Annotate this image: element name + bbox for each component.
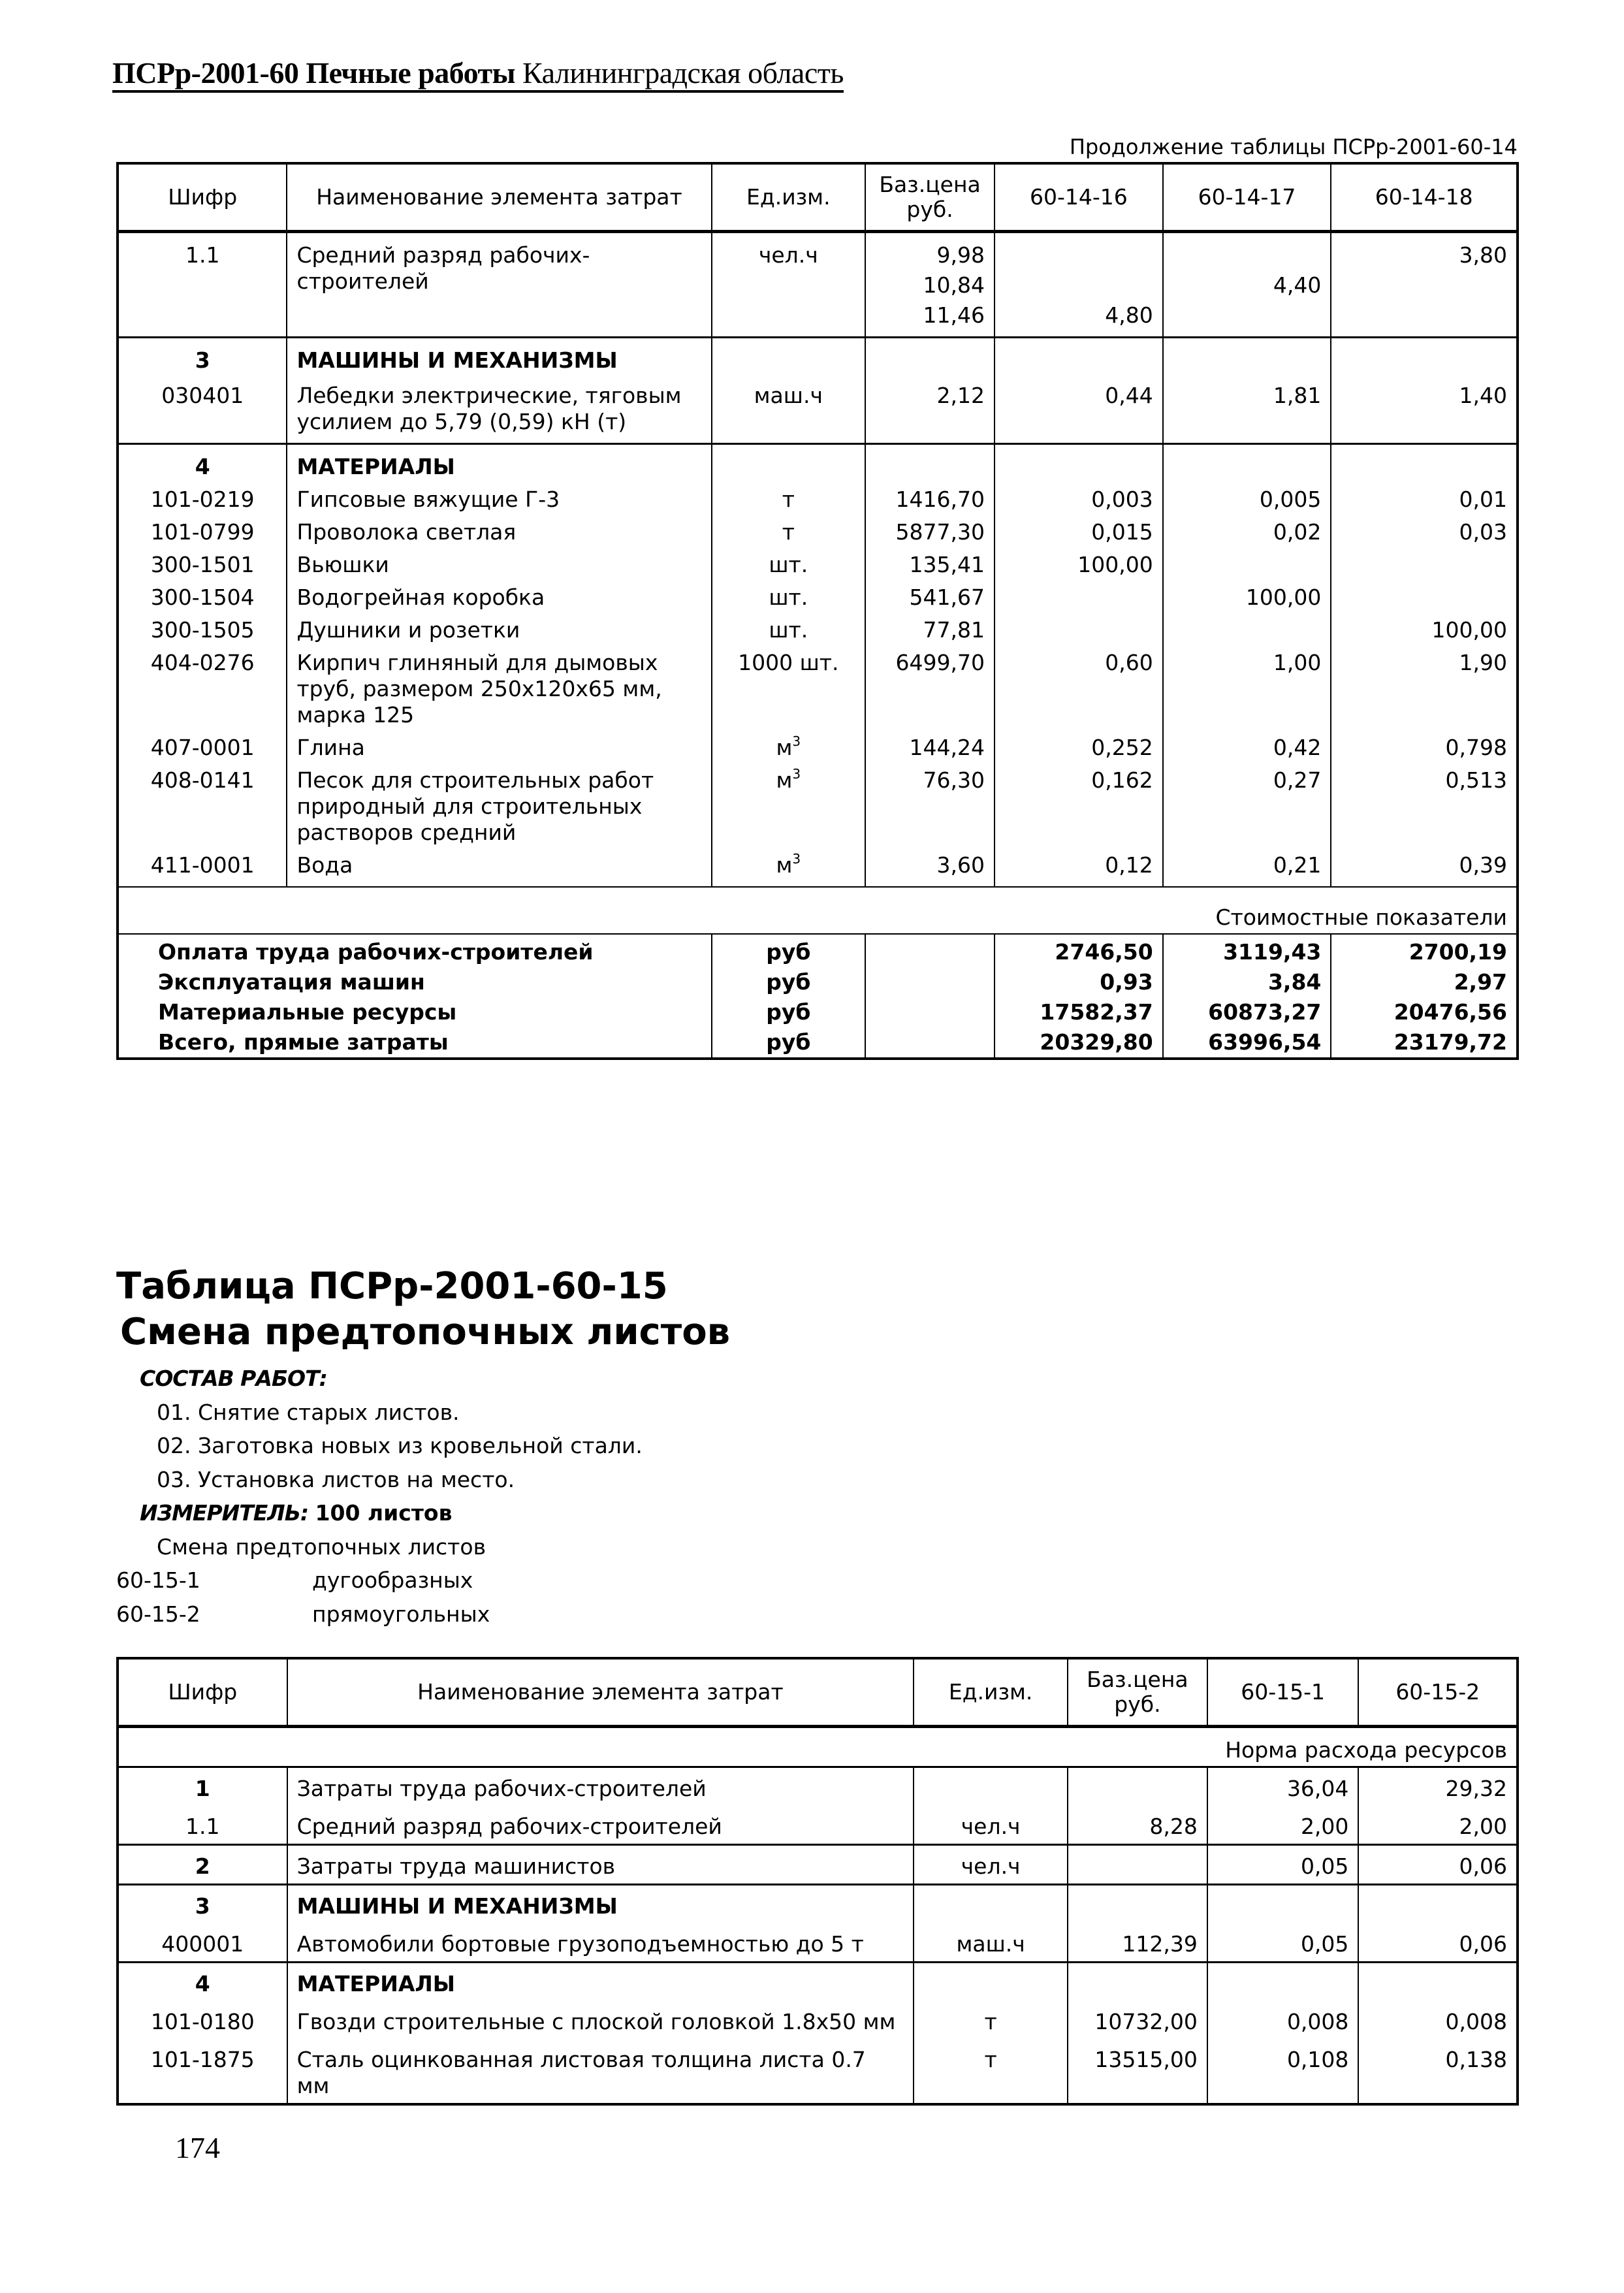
col-header-60-14-16: 60-14-16	[995, 163, 1163, 232]
section-row-materials: 4 МАТЕРИАЛЫ	[118, 444, 1518, 481]
col-header-60-15-1: 60-15-1	[1207, 1658, 1359, 1727]
table-subtitle: Смена предтопочных листов	[120, 1311, 731, 1353]
section-row: 3 МАШИНЫ И МЕХАНИЗМЫ	[118, 1885, 1518, 1924]
table-row: 1 Затраты труда рабочих-строителей 36,04 29,32	[118, 1767, 1518, 1806]
table-row: 030401 Лебедки электрические, тяговым усилием до 5,79 (0,59) кН (т) маш.ч 2,12 0,44 1,81 1,40	[118, 374, 1518, 444]
materials-rows	[118, 480, 1518, 887]
col-header-code: Шифр	[118, 163, 287, 232]
page-header	[112, 57, 844, 93]
meter-label: ИЗМЕРИТЕЛЬ:	[140, 1500, 309, 1526]
col-header-unit: Ед.изм.	[914, 1658, 1068, 1727]
col-header-name: Наименование элемента затрат	[287, 163, 711, 232]
table-row: 101-1875 Сталь оцинкованная листовая толщина листа 0.7 мм т 13515,00 0,108 0,138	[118, 2039, 1518, 2104]
col-header-code: Шифр	[118, 1658, 287, 1727]
page-header-code-title: ПСРр-2001-60 Печные работы	[112, 56, 516, 89]
col-header-60-14-18: 60-14-18	[1331, 163, 1518, 232]
col-header-60-14-17: 60-14-17	[1163, 163, 1331, 232]
table-row: 1.1 Средний разряд рабочих-строителей чел.ч 8,28 2,00 2,00	[118, 1806, 1518, 1845]
table-title: Таблица ПСРр-2001-60-15	[116, 1265, 668, 1307]
table-row: 300-1501 Вьюшки шт. 135,41 100,00	[118, 545, 1518, 578]
meter-value: 100 листов	[315, 1500, 453, 1526]
page-header-region: Калининградская область	[522, 56, 844, 89]
table-header-row	[118, 1658, 1518, 1727]
summary-rows	[118, 934, 1518, 1059]
table-row: 408-0141 Песок для строительных работ природный для строительных растворов средний $м^3$ 76,30 0,162 0,27 0,513	[118, 761, 1518, 846]
work-composition-label: СОСТАВ РАБОТ:	[140, 1366, 327, 1391]
table-row: 101-0799 Проволока светлая т 5877,30 0,015 0,02 0,03	[118, 513, 1518, 545]
table-row: 404-0276 Кирпич глиняный для дымовых труб, размером 250х120х65 мм, марка 125 1000 шт. 6499,70 0,60 1,00 1,90	[118, 643, 1518, 728]
table-row: 11,46 4,80	[118, 302, 1518, 338]
table-60-14-continued	[116, 162, 1519, 1060]
work-item: 02. Заготовка новых из кровельной стали.	[157, 1433, 643, 1458]
section-row-machines: 3 МАШИНЫ И МЕХАНИЗМЫ	[118, 338, 1518, 374]
table-row: 411-0001 Вода $м^3$ 3,60 0,12 0,21 0,39	[118, 846, 1518, 887]
work-description	[116, 1362, 900, 1631]
summary-row: Всего, прямые затраты руб 20329,80 63996,54 23179,72	[118, 1027, 1518, 1059]
work-item: 01. Снятие старых листов.	[157, 1399, 460, 1425]
table-row: 400001 Автомобили бортовые грузоподъемностью до 5 т маш.ч 112,39 0,05 0,06	[118, 1923, 1518, 1963]
table-row: 101-0180 Гвозди строительные с плоской головкой 1.8х50 мм т 10732,00 0,008 0,008	[118, 2001, 1518, 2039]
variant-row: 60-15-2 прямоугольных	[116, 1601, 490, 1627]
variants-subtitle: Смена предтопочных листов	[157, 1533, 486, 1560]
summary-row: Эксплуатация машин руб 0,93 3,84 2,97	[118, 967, 1518, 997]
col-header-price: Баз.цена руб.	[1068, 1658, 1207, 1727]
page-number: 174	[175, 2131, 220, 2164]
col-header-60-15-2: 60-15-2	[1358, 1658, 1518, 1727]
section-row: 4 МАТЕРИАЛЫ	[118, 1963, 1518, 2002]
cost-caption-row: Стоимостные показатели	[118, 887, 1518, 934]
table-header-row	[118, 163, 1518, 232]
resource-rows	[118, 1767, 1518, 2105]
summary-row: Оплата труда рабочих-строителей руб 2746,50 3119,43 2700,19	[118, 934, 1518, 967]
norm-caption-row: Норма расхода ресурсов	[118, 1727, 1518, 1767]
work-item: 03. Установка листов на место.	[157, 1466, 515, 1492]
table-row: 10,84 4,40	[118, 268, 1518, 302]
table-row: 300-1505 Душники и розетки шт. 77,81 100,00	[118, 611, 1518, 643]
summary-row: Материальные ресурсы руб 17582,37 60873,27 20476,56	[118, 997, 1518, 1027]
col-header-price: Баз.цена руб.	[865, 163, 995, 232]
col-header-unit: Ед.изм.	[712, 163, 866, 232]
col-header-name: Наименование элемента затрат	[287, 1658, 914, 1727]
meter-line	[140, 1496, 900, 1530]
table-continuation-caption: Продолжение таблицы ПСРр-2001-60-14	[1069, 135, 1518, 159]
table-row: 101-0219 Гипсовые вяжущие Г-3 т 1416,70 0,003 0,005 0,01	[118, 480, 1518, 513]
table-row: 1.1 Средний разряд рабочих-строителей чел.ч 9,98 3,80	[118, 232, 1518, 269]
variant-row: 60-15-1 дугообразных	[116, 1567, 473, 1593]
table-row: 2 Затраты труда машинистов чел.ч 0,05 0,06	[118, 1845, 1518, 1885]
table-60-15	[116, 1657, 1519, 2106]
table-row: 407-0001 Глина $м^3$ 144,24 0,252 0,42 0,798	[118, 728, 1518, 761]
table-row: 300-1504 Водогрейная коробка шт. 541,67 100,00	[118, 578, 1518, 611]
section-title	[116, 1264, 730, 1355]
